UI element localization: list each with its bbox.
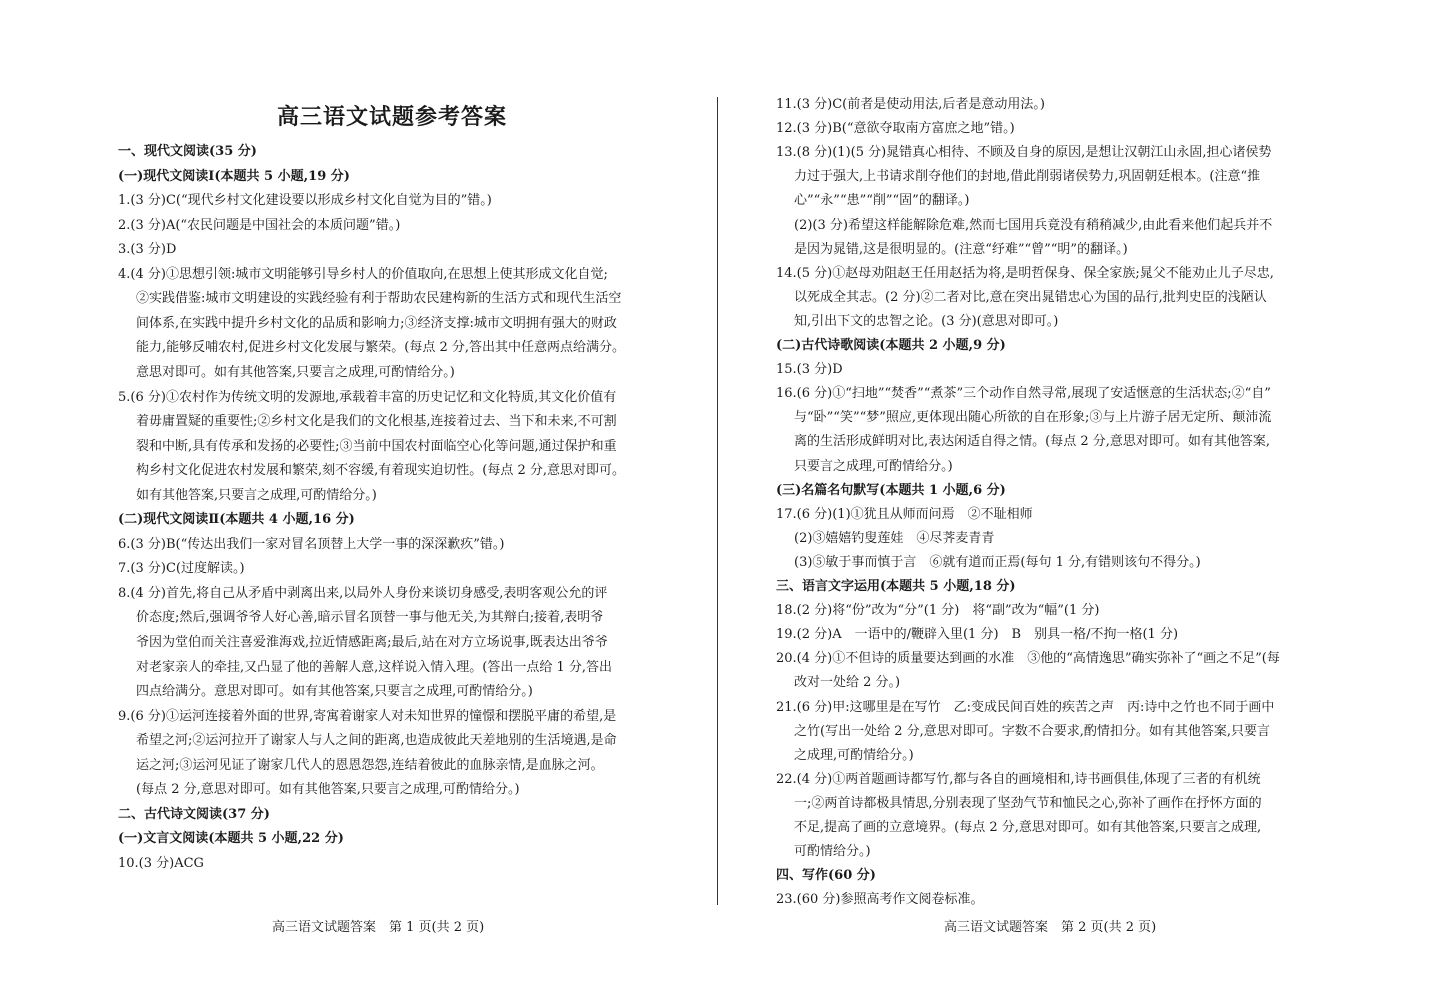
answer-line: 23.(60 分)参照高考作文阅卷标准。 (776, 892, 984, 908)
answer-line: 裂和中断,具有传承和发扬的必要性;③当前中国农村面临空心化等问题,通过保护和重 (136, 438, 617, 454)
answer-line: 14.(5 分)①赵母劝阻赵王任用赵括为将,是明哲保身、保全家族;晁父不能劝止儿子尽忠, (776, 265, 1274, 281)
answer-line: 着毋庸置疑的重要性;②乡村文化是我们的文化根基,连接着过去、当下和未来,不可割 (136, 414, 617, 430)
answer-line: 之成理,可酌情给分。) (794, 747, 914, 763)
page-footer-left: 高三语文试题答案 第 1 页(共 2 页) (272, 920, 485, 935)
page-title: 高三语文试题参考答案 (276, 104, 507, 130)
answer-line: 四点给满分。意思对即可。如有其他答案,只要言之成理,可酌情给分。) (136, 684, 533, 700)
answer-line: 10.(3 分)ACG (118, 855, 204, 871)
answer-line: 5.(6 分)①农村作为传统文明的发源地,承载着丰富的历史记忆和文化特质,其文化价值有 (118, 389, 617, 405)
section-heading: (二)现代文阅读Ⅱ(本题共 4 小题,16 分) (118, 512, 355, 528)
answer-line: ②实践借鉴:城市文明建设的实践经验有利于帮助农民建构新的生活方式和现代生活空 (136, 291, 622, 307)
answer-line: 价态度;然后,强调爷爷人好心善,暗示冒名顶替一事与他无关,为其辩白;接着,表明爷 (136, 610, 604, 626)
answer-line: (2)(3 分)希望这样能解除危难,然而七国用兵竟没有稍稍减少,由此看来他们起兵并不 (794, 217, 1273, 233)
answer-line: 6.(3 分)B(“传达出我们一家对冒名顶替上大学一事的深深歉疚”错。) (118, 536, 505, 552)
answer-line: 力过于强大,上书请求削夺他们的封地,借此削弱诸侯势力,巩固朝廷根本。(注意“推 (794, 169, 1261, 185)
answer-line: 与“卧”“笑”“梦”照应,更体现出随心所欲的自在形象;③与上片游子居无定所、颠沛流 (794, 410, 1272, 426)
answer-line: 一;②两首诗都极具情思,分别表现了坚劲气节和恤民之心,弥补了画作在抒怀方面的 (794, 795, 1262, 811)
answer-line: 3.(3 分)D (118, 242, 177, 258)
answer-line: 可酌情给分。) (794, 844, 871, 860)
section-heading: (二)古代诗歌阅读(本题共 2 小题,9 分) (776, 338, 1006, 353)
answer-line: 间体系,在实践中提升乡村文化的品质和影响力;③经济支撑:城市文明拥有强大的财政 (136, 315, 617, 331)
answer-line: 对老家亲人的牵挂,又凸显了他的善解人意,这样说入情入理。(答出一点给 1 分,答出 (136, 659, 613, 675)
answer-line: 构乡村文化促进农村发展和繁荣,刻不容缓,有着现实迫切性。(每点 2 分,意思对即可。 (136, 463, 626, 479)
answer-line: 爷因为堂伯而关注喜爱淮海戏,拉近情感距离;最后,站在对方立场说事,既表达出爷爷 (136, 635, 608, 650)
answer-line: 不足,提高了画的立意境界。(每点 2 分,意思对即可。如有其他答案,只要言之成理, (794, 820, 1262, 835)
answer-line: 只要言之成理,可酌情给分。) (794, 458, 953, 474)
answer-line: 4.(4 分)①思想引领:城市文明能够引导乡村人的价值取向,在思想上使其形成文化自觉; (118, 266, 608, 282)
answer-line: 能力,能够反哺农村,促进乡村文化发展与繁荣。(每点 2 分,答出其中任意两点给满分。 (136, 340, 626, 356)
answer-line: 7.(3 分)C(过度解读。) (118, 561, 245, 577)
answer-line: 15.(3 分)D (776, 362, 843, 378)
answer-line: 20.(4 分)①不但诗的质量要达到画的水准 ③他的“高情逸思”确实弥补了“画之不足”(每 (776, 651, 1280, 667)
answer-line: 运之河;③运河见证了谢家几代人的恩恩怨怨,连结着彼此的血脉亲情,是血脉之河。 (136, 757, 604, 773)
answer-line: 18.(2 分)将“份”改为“分”(1 分) 将“副”改为“幅”(1 分) (776, 603, 1100, 619)
answer-line: 9.(6 分)①运河连接着外面的世界,寄寓着谢家人对未知世界的憧憬和摆脱平庸的希望,是 (118, 708, 617, 724)
answer-line: 17.(6 分)(1)①犹且从师而问焉 ②不耻相师 (776, 506, 1033, 522)
answer-line: 心”“永”“患”“削”“固”的翻译。) (794, 193, 970, 209)
answer-line: 16.(6 分)①“扫地”“焚香”“煮茶”三个动作自然寻常,展现了安适惬意的生活状态;②“自” (776, 386, 1271, 402)
page-divider (717, 97, 718, 905)
answer-line: 离的生活形成鲜明对比,表达闲适自得之情。(每点 2 分,意思对即可。如有其他答案, (794, 434, 1271, 450)
section-heading: 二、古代诗文阅读(37 分) (118, 806, 270, 822)
section-heading: 一、现代文阅读(35 分) (118, 144, 257, 159)
answer-line: 是因为晁错,这是很明显的。(注意“纾难”“曾”“明”的翻译。) (794, 241, 1128, 257)
answer-line: 知,引出下文的忠智之论。(3 分)(意思对即可。) (794, 313, 1059, 329)
answer-line: 意思对即可。如有其他答案,只要言之成理,可酌情给分。) (136, 364, 455, 380)
answer-line: 以死成全其志。(2 分)②二者对比,意在突出晁错忠心为国的品行,批判史臣的浅陋认 (794, 289, 1267, 305)
answer-line: 2.(3 分)A(“农民问题是中国社会的本质问题”错。) (118, 217, 401, 233)
page-footer-right: 高三语文试题答案 第 2 页(共 2 页) (944, 920, 1157, 935)
answer-line: 19.(2 分)A 一语中的/鞭辟入里(1 分) B 别具一格/不拘一格(1 分) (776, 627, 1179, 643)
answer-line: (2)③嬉嬉钓叟莲娃 ④尽荠麦青青 (794, 530, 995, 546)
answer-line: 8.(4 分)首先,将自己从矛盾中剥离出来,以局外人身份来谈切身感受,表明客观公允的评 (118, 585, 608, 601)
section-heading: 四、写作(60 分) (776, 868, 876, 884)
section-heading: (一)文言文阅读(本题共 5 小题,22 分) (118, 831, 344, 847)
section-heading: (一)现代文阅读Ⅰ(本题共 5 小题,19 分) (118, 168, 350, 184)
answer-line: 22.(4 分)①两首题画诗都写竹,都与各自的画境相和,诗书画俱佳,体现了三者的有机统 (776, 771, 1261, 787)
answer-line: (每点 2 分,意思对即可。如有其他答案,只要言之成理,可酌情给分。) (136, 782, 520, 798)
answer-line: 1.(3 分)C(“现代乡村文化建设要以形成乡村文化自觉为目的”错。) (118, 193, 492, 209)
answer-line: 之竹(写出一处给 2 分,意思对即可。字数不合要求,酌情扣分。如有其他答案,只要言 (794, 723, 1271, 739)
section-heading: 三、语言文字运用(本题共 5 小题,18 分) (776, 579, 1016, 594)
answer-line: 改对一处给 2 分。) (794, 675, 901, 691)
answer-line: 12.(3 分)B(“意欲夺取南方富庶之地”错。) (776, 121, 1015, 137)
answer-line: 21.(6 分)甲:这哪里是在写竹 乙:变成民间百姓的疾苦之声 丙:诗中之竹也不同于画中 (776, 699, 1275, 715)
answer-line: (3)⑤敏于事而慎于言 ⑥就有道而正焉(每句 1 分,有错则该句不得分。) (794, 554, 1201, 570)
section-heading: (三)名篇名句默写(本题共 1 小题,6 分) (776, 482, 1006, 498)
answer-line: 如有其他答案,只要言之成理,可酌情给分。) (136, 487, 377, 503)
answer-line: 11.(3 分)C(前者是使动用法,后者是意动用法。) (776, 97, 1045, 112)
answer-line: 希望之河;②运河拉开了谢家人与人之间的距离,也造成彼此天差地别的生活境遇,是命 (136, 733, 617, 749)
answer-line: 13.(8 分)(1)(5 分)晁错真心相待、不顾及自身的原因,是想让汉朝江山永固,担心诸侯势 (776, 145, 1272, 161)
